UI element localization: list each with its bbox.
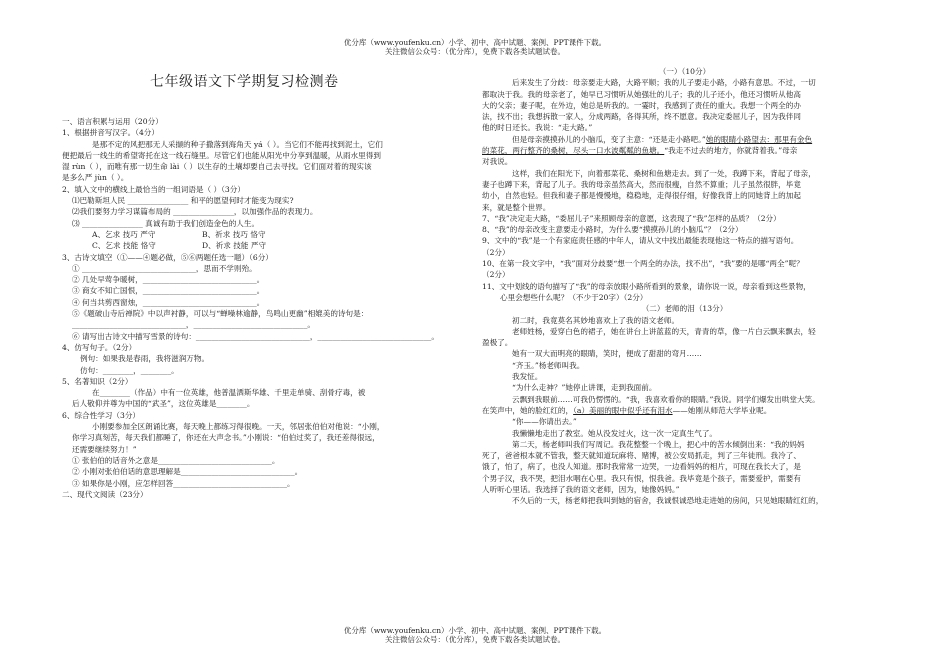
q1-passage-line: 是多么严 jùn（ ）。 [62,173,129,183]
left-column [62,66,462,500]
question-1: 1、根据拼音写汉字。（4分） [62,128,159,138]
q6-passage-line: 还需要继续努力！” [72,444,137,454]
q5-line: 在________（作品）中有一位英雄，他普温洒斯华雄、千里走单骑、刮骨疗毒，被 [92,388,366,398]
reading-1-line [482,134,887,145]
q5-line: 后人敬仰并尊为中国的“武圣”，这位英雄是________。 [72,399,255,409]
q2-option-a: A、乞求 技巧 严守 [92,229,156,239]
header-line-1: 优分库（www.youfenku.cn）小学、初中、高中试题、案例、PPT课件下载。 [343,38,607,47]
reading-2-line: 个男子汉，我不哭，把泪水咽在心里。我只有恨，恨我爸。我毕竟是个孩子，需要爱护，需要有 [482,473,801,483]
question-10-points: （2分） [482,270,510,280]
reading-1-line: 后来发生了分歧：母亲要走大路，大路平顺；我的儿子要走小路，小路有意思。不过，一切 [512,78,816,88]
section-1-heading: 一、语言积累与运用（20分） [62,117,163,126]
q3-item-2: ② 几处早莺争暖树，______________________________。 [72,275,265,285]
reading-2-line [482,405,887,416]
q4-imitation: 仿句：________，________。 [80,365,179,375]
reading-2-text: 在笑声中，她的脸红红的， [482,405,574,415]
reading-2-line: 她有一双大而明亮的眼睛，笑时，便成了甜甜的弯月…… [512,349,702,359]
q3-item-3: ③ 商女不知亡国恨，______________________________。 [72,286,265,296]
exam-title: 七年级语文下学期复习检测卷 [150,74,339,90]
right-column [482,66,887,507]
reading-1-line: 都取决于我。我的母亲老了，她早已习惯听从她强壮的儿子；我的儿子还小，他还习惯听从他高 [482,89,801,99]
reading-2-line: “你——你请出去。” [512,417,577,427]
underlined-sentence: 她的眼睛小路望去：那里有金色 [705,134,813,144]
reading-1-text: 但是母亲摸摸孙儿的小脑瓜，变了主意：“还是走小路吧。” [512,134,706,144]
reading-2-line: 饿了，怕了，病了，也没人知道。那时我常常一边哭，一边看妈妈的相片，可现在我长大了，是 [482,462,801,472]
question-9-points: （2分） [482,247,510,257]
reading-1-text: “我走不过去的地方，你就背着我。”母亲 [664,146,798,156]
reading-1-line: 法，找不出；我想拆散一家人，分成两路，各得其所，终不愿意。我决定委屈儿子，因为我伴同 [482,112,801,122]
question-2: 2、填入文中的横线上最恰当的一组词语是（ ）（3分） [62,184,245,194]
q1-passage-line: 便把最后一线生的希望寄托在这一线石缝里。尽管它们也能从阳光中分享到温暖，从雨水里得到 [62,150,381,160]
q3-item-5: ⑤《题破山寺后禅院》中以声衬静，可以与“蝉噪林逾静，鸟鸣山更幽”相媲美的诗句是： [72,309,369,319]
q2-options-row [62,229,462,240]
question-11: 11、文中划线的语句描写了“我”的母亲放眼小路所看到的景象，请你说一说，母亲看到这些景物， [482,281,811,291]
q2-item-2: ⑵我们要努力学习谋篇布局的 ________________，以加强作品的表现力。 [72,207,318,217]
question-10: 10、在第一段文字中，“我”面对分歧要“想一个两全的办法，找不出”，“我”要的是哪“两全”呢？ [482,259,804,269]
underlined-sentence: （a）美丽的眼中似乎还有泪水 [573,405,673,415]
reading-2-line: 我懒懒地走出了教室。她从没发过火，这一次一定真生气了。 [512,428,718,438]
q3-item-5-blanks: ______________________________，______________________________。 [72,320,315,330]
reading-2-text: ——她刚从师范大学毕业呢。 [672,405,772,415]
reading-1-line: 大的父亲；妻子呢，在外边，她总是听我的。一霎时，我感到了责任的重大。我想一个两全的办 [482,100,801,110]
q6-passage-line: 你学习真刻苦，每天我们都睡了，你还在大声念书。”小刚说：“伯伯过奖了，我还差得很远， [72,433,380,443]
reading-1-line: 他的时日还长。我说：“走大路。” [482,123,593,133]
q2-option-c: C、乞求 技能 恪守 [92,241,156,251]
reading-2-line: 云飘到我眼前……可我仍愣愣的。“我，我喜欢看你的眼睛。”我说。同学们爆发出哄堂大笑。 [512,394,820,404]
question-9: 9、文中的“我”是一个有家庭责任感的中年人，请从文中找出最能表现他这一特点的描写语句。 [482,236,799,246]
q6-subquestion-1: ① 张伯伯的话音外之意是______________________________。 [72,455,280,465]
question-4: 4、仿写句子。（2分） [62,342,137,352]
q2-item-3: ⑶ ________________ 真诚有助于我们创造金色的人生。 [72,218,260,228]
question-5: 5、名著知识（2分） [62,376,133,386]
reading-2-line: “齐玉。”杨老师叫我。 [512,360,585,370]
reading-2-line: 不久后的一天，杨老师把我叫到她的宿舍，我诚恨诚恐地走进她的房间，只见她眼睛红红的， [512,496,824,506]
reading-2-line: “为什么走神？”她停止讲课，走到我面前。 [512,383,657,393]
reading-2-line: 第二天，杨老师叫我们写周记。我花整整一个晚上，把心中的苦水倾倒出来：“我的妈妈 [512,439,805,449]
reading-2-line: 初二时，我竟莫名其妙地喜欢上了我的语文老师。 [512,315,680,325]
reading-2-line: 死了，爸爸根本就不管我，整天就知道玩麻将、赌博，被公安局抓走，判了三年徒刑。我冷了、 [482,451,801,461]
reading-2-line: 老师姓杨，爱穿白色的裙子，她在讲台上讲蓝蓝的天，青青的草，像一片白云飘来飘去，轻 [512,326,816,336]
q6-subquestion-3: ③ 如果你是小刚，应怎样回答______________________________。 [72,478,295,488]
q2-options-row [62,240,462,251]
q3-item-6: ⑥ 请写出古诗文中描写雪景的诗句：______________________________，______________________________。 [72,331,439,341]
reading-2-line: 盈极了。 [482,338,513,348]
reading-1-line: 对我说。 [482,157,513,167]
page-footer [0,626,950,644]
q4-example: 例句：如果我是春雨，我将滋润万物。 [80,354,210,364]
reading-1-line: 妻子也蹲下来，背起了儿子。我的母亲虽然高大，然而很瘦，自然不算重；儿子虽然很胖，毕竟 [482,179,801,189]
q2-item-1: ⑴巴勒斯坦人民 ________________ 和平的愿望何时才能变为现实? [72,196,294,206]
reading-1-line [482,145,887,156]
question-6: 6、综合性学习（3分） [62,410,141,420]
page-header [0,38,950,56]
reading-2-line: 我发怔。 [512,372,543,382]
q1-passage-line: 是那不定的风把那无人采撷的种子撒落到海角天 yá（ ）。当它们不能再找到泥土，它们 [92,139,383,149]
q3-item-4: ④ 何当共剪西窗烛，______________________________。 [72,297,265,307]
q6-passage-line: 小刚要参加全区朗诵比赛，每天晚上都练习得很晚。一天，邻居张伯伯对他说：“小刚， [92,422,385,432]
footer-line-2: 关注微信公众号：（优分库），免费下载各类试题试卷。 [385,635,565,644]
q2-option-b: B、祈求 技巧 恪守 [202,229,266,239]
q3-item-1: ① ______________________________，思而不学则殆。 [72,263,257,273]
question-7: 7、“我”决定走大路，“委屈儿子”来照顾母亲的意愿，这表现了“我”怎样的品质？（2分） [482,213,781,223]
header-line-2: 关注微信公众号：（优分库），免费下载各类试题试卷。 [385,47,565,56]
q6-subquestion-2: ② 小刚对张伯伯话的意思理解是______________________________。 [72,467,303,477]
reading-1-line: 来，就是整个世界。 [482,202,551,212]
section-2-heading: 二、现代文阅读（23分） [62,489,148,499]
q1-passage-line: 湿 rùn（ ），而唯有那一切生命 lài（ ）以生存的土壤却要自己去寻找。它们面对着的现实该 [62,162,372,172]
reading-2-line: 人听听心里话。我选择了我的语文老师，因为，她像妈妈。” [482,484,680,494]
question-3: 3、古诗文填空（①——④题必做，⑤⑥两题任选一题）（6分） [62,252,273,262]
question-8: 8、“我”的母亲改变主意要走小路时，为什么要“摸摸孙儿的小脑瓜”？（2分） [482,225,743,235]
q2-option-d: D、祈求 技能 严守 [202,241,267,251]
reading-1-line: 幼小，自然也轻。但我和妻子都是慢慢地，稳稳地，走得很仔细，好像我背上的同她背上的加起 [482,191,801,201]
reading-1-line: 这样，我们在阳光下，向着那菜花、桑树和鱼塘走去。到了一处，我蹲下来，背起了母亲， [512,168,816,178]
question-11-cont: 心里会想些什么呢？（不少于20字）（2分） [500,292,648,302]
footer-line-1: 优分库（www.youfenku.cn）小学、初中、高中试题、案例、PPT课件下载。 [343,626,607,635]
reading-1-heading: （一）（10分） [658,67,711,76]
underlined-sentence: 的菜花，两行整齐的桑树，尽头一口水波粼粼的鱼塘。 [482,146,665,156]
reading-2-heading: （二）老师的泪（13分） [641,304,728,314]
